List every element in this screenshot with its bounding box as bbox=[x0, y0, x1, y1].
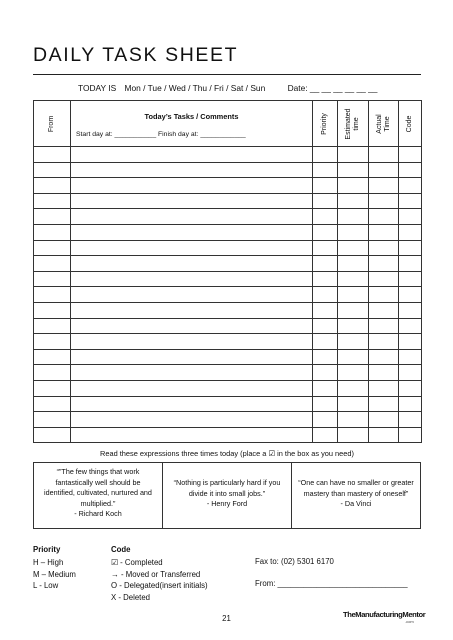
task-row[interactable] bbox=[34, 178, 422, 194]
from-cell[interactable] bbox=[34, 209, 71, 225]
from-cell[interactable] bbox=[34, 240, 71, 256]
header-code bbox=[399, 101, 422, 147]
actual-cell[interactable] bbox=[369, 427, 399, 443]
actual-cell[interactable] bbox=[369, 271, 399, 287]
priority-cell[interactable] bbox=[313, 365, 338, 381]
from-cell[interactable] bbox=[34, 224, 71, 240]
from-cell[interactable] bbox=[34, 256, 71, 272]
from-cell[interactable] bbox=[34, 334, 71, 350]
quote-2-author: - Henry Ford bbox=[206, 499, 248, 508]
quote-3[interactable] bbox=[292, 463, 421, 529]
priority-cell[interactable] bbox=[313, 427, 338, 443]
estimated-cell[interactable] bbox=[338, 193, 369, 209]
actual-cell[interactable] bbox=[369, 256, 399, 272]
code-cell[interactable] bbox=[399, 193, 422, 209]
actual-cell[interactable] bbox=[369, 193, 399, 209]
estimated-cell[interactable] bbox=[338, 224, 369, 240]
estimated-cell[interactable] bbox=[338, 162, 369, 178]
actual-cell[interactable] bbox=[369, 302, 399, 318]
header-code-label: Code bbox=[406, 115, 413, 132]
code-cell[interactable] bbox=[399, 427, 422, 443]
header-estimated bbox=[338, 101, 369, 147]
task-cell[interactable] bbox=[71, 209, 313, 225]
code-cell[interactable] bbox=[399, 287, 422, 303]
code-cell[interactable] bbox=[399, 365, 422, 381]
from-cell[interactable] bbox=[34, 380, 71, 396]
priority-cell[interactable] bbox=[313, 256, 338, 272]
estimated-cell[interactable] bbox=[338, 380, 369, 396]
code-cell[interactable] bbox=[399, 178, 422, 194]
quote-3-author: - Da Vinci bbox=[340, 499, 372, 508]
priority-cell[interactable] bbox=[313, 349, 338, 365]
today-label: TODAY IS bbox=[78, 83, 117, 93]
code-item: X - Deleted bbox=[111, 592, 151, 602]
task-row[interactable] bbox=[34, 396, 422, 412]
estimated-cell[interactable] bbox=[338, 318, 369, 334]
from-cell[interactable] bbox=[34, 193, 71, 209]
quote-1-text: “”The few things that work fantastically well should be identified, cultivated, nurtured and multiplied.” bbox=[44, 467, 152, 508]
task-row[interactable] bbox=[34, 427, 422, 443]
task-cell[interactable] bbox=[71, 302, 313, 318]
actual-cell[interactable] bbox=[369, 287, 399, 303]
priority-cell[interactable] bbox=[313, 287, 338, 303]
task-row[interactable] bbox=[34, 162, 422, 178]
header-actual bbox=[369, 101, 399, 147]
estimated-cell[interactable] bbox=[338, 396, 369, 412]
actual-cell[interactable] bbox=[369, 178, 399, 194]
header-tasks bbox=[71, 101, 313, 147]
fax-number: Fax to: (02) 5301 6170 bbox=[255, 557, 334, 566]
quote-1[interactable] bbox=[34, 463, 163, 529]
from-cell[interactable] bbox=[34, 365, 71, 381]
task-row[interactable] bbox=[34, 334, 422, 350]
priority-legend-title: Priority bbox=[33, 545, 61, 554]
priority-cell[interactable] bbox=[313, 147, 338, 163]
code-cell[interactable] bbox=[399, 396, 422, 412]
actual-cell[interactable] bbox=[369, 162, 399, 178]
priority-item: M – Medium bbox=[33, 569, 76, 579]
estimated-cell[interactable] bbox=[338, 147, 369, 163]
task-table bbox=[33, 100, 422, 443]
from-cell[interactable] bbox=[34, 318, 71, 334]
actual-cell[interactable] bbox=[369, 147, 399, 163]
actual-cell[interactable] bbox=[369, 209, 399, 225]
page-number: 21 bbox=[222, 614, 231, 623]
header-tasks-title: Today’s Tasks / Comments bbox=[144, 112, 239, 121]
priority-legend bbox=[33, 557, 76, 592]
code-cell[interactable] bbox=[399, 302, 422, 318]
quotes-box bbox=[33, 462, 421, 529]
actual-cell[interactable] bbox=[369, 349, 399, 365]
estimated-cell[interactable] bbox=[338, 427, 369, 443]
from-cell[interactable] bbox=[34, 147, 71, 163]
priority-cell[interactable] bbox=[313, 193, 338, 209]
actual-cell[interactable] bbox=[369, 224, 399, 240]
task-row[interactable] bbox=[34, 412, 422, 428]
estimated-cell[interactable] bbox=[338, 302, 369, 318]
quote-3-text: “One can have no smaller or greater mastery than mastery of oneself” bbox=[298, 478, 414, 498]
task-row[interactable] bbox=[34, 318, 422, 334]
task-cell[interactable] bbox=[71, 334, 313, 350]
from-cell[interactable] bbox=[34, 412, 71, 428]
code-item: O - Delegated(insert initials) bbox=[111, 581, 208, 591]
task-cell[interactable] bbox=[71, 365, 313, 381]
from-field[interactable]: From: ______________________________ bbox=[255, 579, 408, 588]
weekday-options[interactable]: Mon / Tue / Wed / Thu / Fri / Sat / Sun bbox=[124, 83, 266, 93]
task-row[interactable] bbox=[34, 365, 422, 381]
task-row[interactable] bbox=[34, 380, 422, 396]
read-instruction: Read these expressions three times today (place a ☑ in the box as you need) bbox=[100, 449, 354, 458]
priority-cell[interactable] bbox=[313, 334, 338, 350]
code-cell[interactable] bbox=[399, 162, 422, 178]
task-row[interactable] bbox=[34, 147, 422, 163]
task-cell[interactable] bbox=[71, 178, 313, 194]
priority-cell[interactable] bbox=[313, 162, 338, 178]
task-cell[interactable] bbox=[71, 349, 313, 365]
quote-2-text: “Nothing is particularly hard if you divide it into small jobs.” bbox=[173, 478, 281, 498]
code-cell[interactable] bbox=[399, 256, 422, 272]
from-cell[interactable] bbox=[34, 349, 71, 365]
priority-cell[interactable] bbox=[313, 380, 338, 396]
header-actual-label: Actual Time bbox=[375, 113, 391, 134]
task-cell[interactable] bbox=[71, 427, 313, 443]
date-field[interactable]: Date: __ __ __ __ __ __ bbox=[287, 83, 378, 93]
quote-2[interactable] bbox=[163, 463, 292, 529]
task-cell[interactable] bbox=[71, 318, 313, 334]
estimated-cell[interactable] bbox=[338, 256, 369, 272]
task-row[interactable] bbox=[34, 240, 422, 256]
task-table-header bbox=[34, 101, 422, 147]
header-from bbox=[34, 101, 71, 147]
estimated-cell[interactable] bbox=[338, 287, 369, 303]
start-finish-fields[interactable]: Start day at: ___________ Finish day at: ____________ bbox=[76, 131, 246, 138]
brand-logo: TheManufacturingMentor bbox=[343, 610, 426, 619]
task-cell[interactable] bbox=[71, 271, 313, 287]
task-cell[interactable] bbox=[71, 240, 313, 256]
priority-item: H – High bbox=[33, 558, 64, 567]
estimated-cell[interactable] bbox=[338, 334, 369, 350]
header-priority-label: Priority bbox=[321, 112, 328, 135]
priority-cell[interactable] bbox=[313, 396, 338, 412]
estimated-cell[interactable] bbox=[338, 412, 369, 428]
from-cell[interactable] bbox=[34, 302, 71, 318]
estimated-cell[interactable] bbox=[338, 349, 369, 365]
actual-cell[interactable] bbox=[369, 380, 399, 396]
priority-item: L - Low bbox=[33, 581, 59, 591]
title-divider bbox=[33, 74, 421, 75]
code-cell[interactable] bbox=[399, 240, 422, 256]
header-estimated-label: Estimated time bbox=[345, 107, 360, 140]
task-cell[interactable] bbox=[71, 193, 313, 209]
priority-cell[interactable] bbox=[313, 224, 338, 240]
code-cell[interactable] bbox=[399, 380, 422, 396]
task-cell[interactable] bbox=[71, 224, 313, 240]
from-cell[interactable] bbox=[34, 162, 71, 178]
code-legend-title: Code bbox=[111, 545, 131, 554]
task-row[interactable] bbox=[34, 271, 422, 287]
actual-cell[interactable] bbox=[369, 412, 399, 428]
code-cell[interactable] bbox=[399, 412, 422, 428]
from-cell[interactable] bbox=[34, 427, 71, 443]
code-cell[interactable] bbox=[399, 147, 422, 163]
task-cell[interactable] bbox=[71, 147, 313, 163]
estimated-cell[interactable] bbox=[338, 209, 369, 225]
actual-cell[interactable] bbox=[369, 334, 399, 350]
task-row[interactable] bbox=[34, 287, 422, 303]
code-cell[interactable] bbox=[399, 224, 422, 240]
from-cell[interactable] bbox=[34, 396, 71, 412]
task-row[interactable] bbox=[34, 209, 422, 225]
code-item: → - Moved or Transferred bbox=[111, 569, 201, 579]
actual-cell[interactable] bbox=[369, 365, 399, 381]
task-cell[interactable] bbox=[71, 162, 313, 178]
priority-cell[interactable] bbox=[313, 178, 338, 194]
code-cell[interactable] bbox=[399, 271, 422, 287]
estimated-cell[interactable] bbox=[338, 240, 369, 256]
page-title: DAILY TASK SHEET bbox=[33, 44, 239, 66]
task-row[interactable] bbox=[34, 193, 422, 209]
brand-logo-suffix: .com bbox=[405, 619, 414, 624]
code-cell[interactable] bbox=[399, 209, 422, 225]
task-cell[interactable] bbox=[71, 412, 313, 428]
task-cell[interactable] bbox=[71, 256, 313, 272]
header-from-label: From bbox=[48, 115, 55, 132]
from-cell[interactable] bbox=[34, 271, 71, 287]
quote-1-author: - Richard Koch bbox=[74, 509, 122, 518]
task-row[interactable] bbox=[34, 349, 422, 365]
code-legend bbox=[111, 557, 208, 603]
priority-cell[interactable] bbox=[313, 302, 338, 318]
from-cell[interactable] bbox=[34, 178, 71, 194]
task-row[interactable] bbox=[34, 256, 422, 272]
priority-cell[interactable] bbox=[313, 318, 338, 334]
today-line bbox=[78, 83, 377, 93]
code-cell[interactable] bbox=[399, 334, 422, 350]
task-cell[interactable] bbox=[71, 396, 313, 412]
from-cell[interactable] bbox=[34, 287, 71, 303]
estimated-cell[interactable] bbox=[338, 271, 369, 287]
task-row[interactable] bbox=[34, 224, 422, 240]
priority-cell[interactable] bbox=[313, 240, 338, 256]
header-priority bbox=[313, 101, 338, 147]
code-cell[interactable] bbox=[399, 318, 422, 334]
priority-cell[interactable] bbox=[313, 412, 338, 428]
task-row[interactable] bbox=[34, 302, 422, 318]
code-cell[interactable] bbox=[399, 349, 422, 365]
priority-cell[interactable] bbox=[313, 209, 338, 225]
priority-cell[interactable] bbox=[313, 271, 338, 287]
code-item: ☑ - Completed bbox=[111, 558, 163, 567]
estimated-cell[interactable] bbox=[338, 365, 369, 381]
actual-cell[interactable] bbox=[369, 240, 399, 256]
estimated-cell[interactable] bbox=[338, 178, 369, 194]
actual-cell[interactable] bbox=[369, 396, 399, 412]
actual-cell[interactable] bbox=[369, 318, 399, 334]
task-cell[interactable] bbox=[71, 380, 313, 396]
task-cell[interactable] bbox=[71, 287, 313, 303]
